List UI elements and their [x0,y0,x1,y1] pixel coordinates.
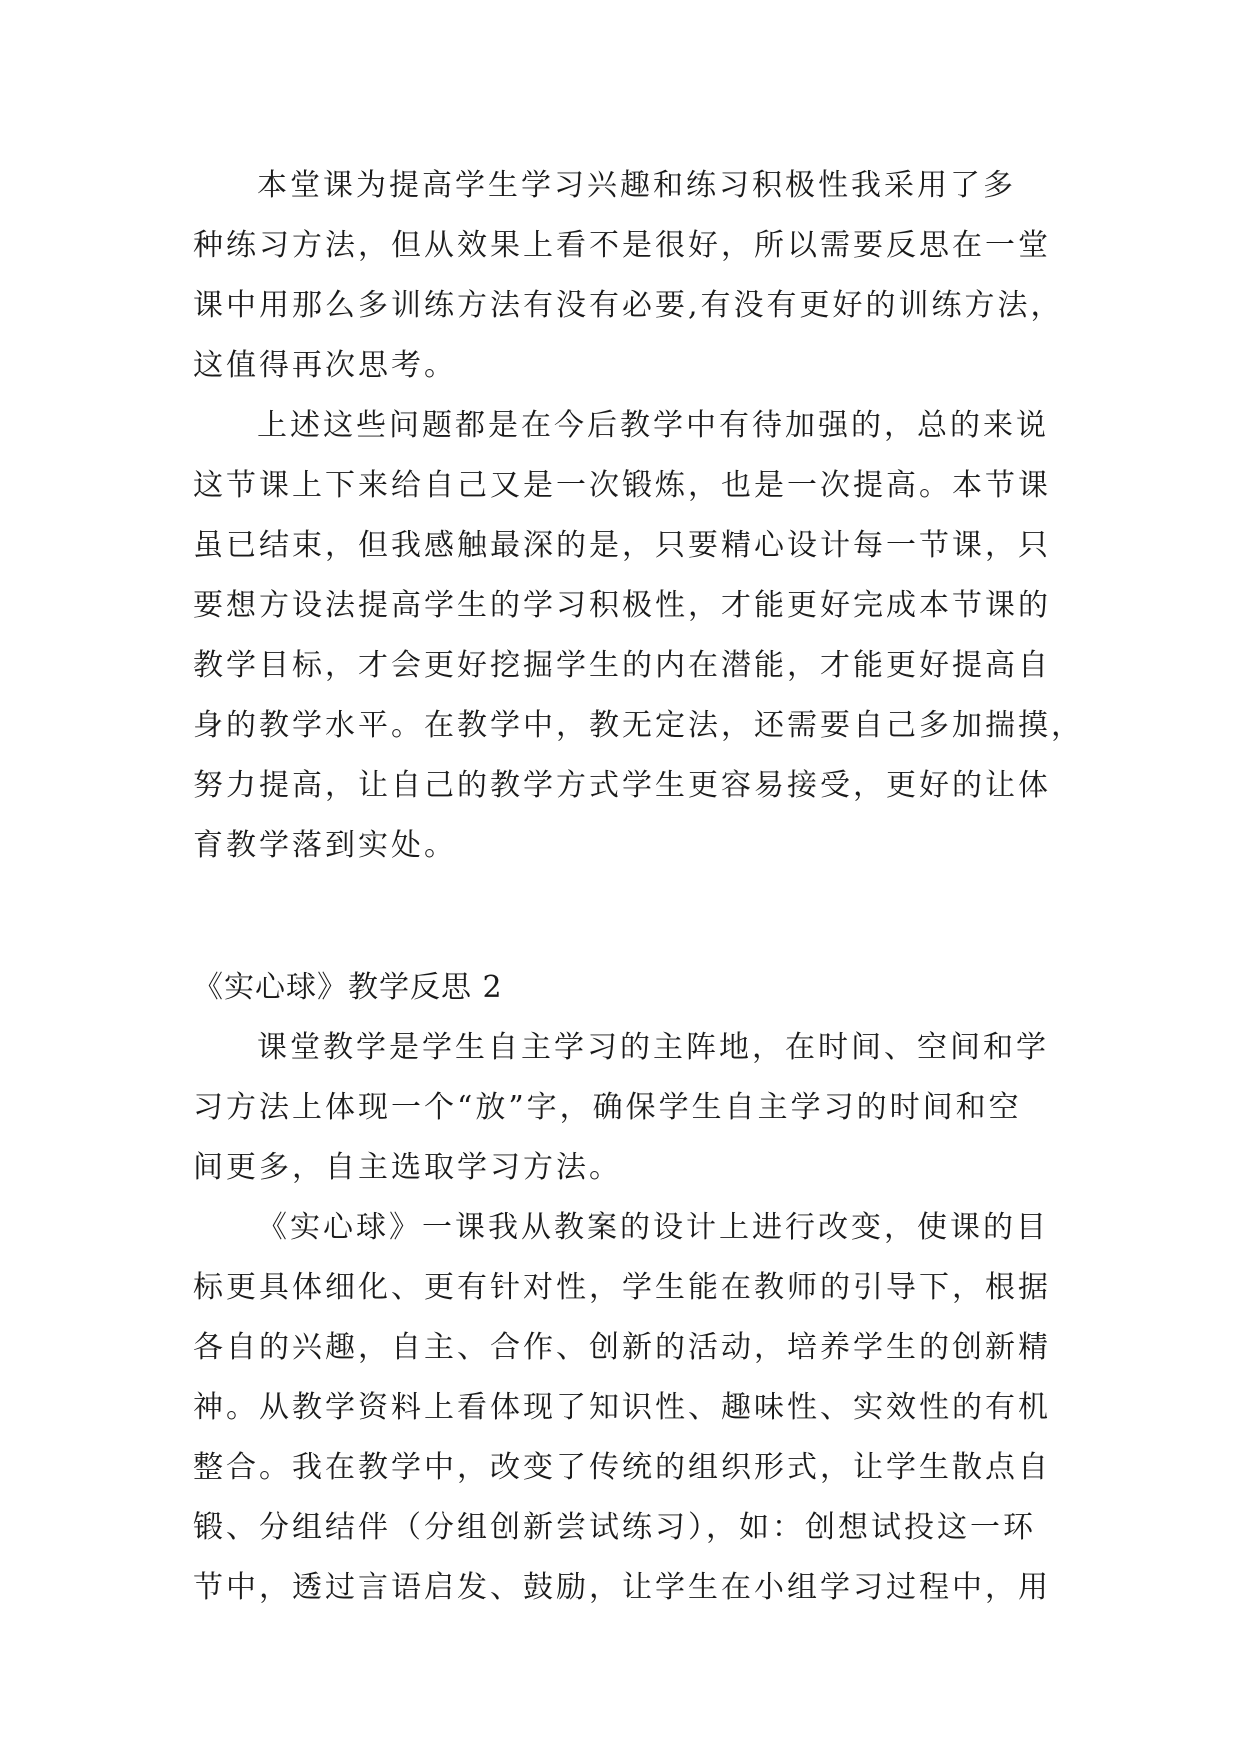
section-heading: 《实心球》教学反思 2 [193,970,503,1005]
paragraph-line: 努力提高，让自己的教学方式学生更容易接受，更好的让体 [193,768,1051,803]
paragraph-line: 虽已结束，但我感触最深的是，只要精心设计每一节课，只 [193,528,1051,563]
paragraph-line: 育教学落到实处。 [193,828,457,863]
paragraph-line: 整合。我在教学中，改变了传统的组织形式，让学生散点自 [193,1450,1051,1485]
paragraph-line: 课堂教学是学生自主学习的主阵地，在时间、空间和学 [257,1030,1049,1065]
paragraph-line: 教学目标，才会更好挖掘学生的内在潜能，才能更好提高自 [193,648,1051,683]
paragraph [193,396,1084,876]
paragraph-line: 间更多，自主选取学习方法。 [193,1150,622,1185]
paragraph [193,156,1064,396]
paragraph-line: 这值得再次思考。 [193,348,457,383]
paragraph-line: 种练习方法，但从效果上看不是很好，所以需要反思在一堂 [193,228,1051,263]
paragraph-line: 《实心球》一课我从教案的设计上进行改变，使课的目 [257,1210,1049,1245]
paragraph-line: 标更具体细化、更有针对性，学生能在教师的引导下，根据 [193,1270,1051,1305]
paragraph-line: 节中，透过言语启发、鼓励，让学生在小组学习过程中，用 [193,1570,1051,1605]
paragraph-line: 这节课上下来给自己又是一次锻炼，也是一次提高。本节课 [193,468,1051,503]
paragraph-line: 各自的兴趣，自主、合作、创新的活动，培养学生的创新精 [193,1330,1051,1365]
paragraph-line: 神。从教学资料上看体现了知识性、趣味性、实效性的有机 [193,1390,1051,1425]
paragraph-line: 上述这些问题都是在今后教学中有待加强的，总的来说 [257,408,1049,443]
paragraph-line: 本堂课为提高学生学习兴趣和练习积极性我采用了多 [257,168,1016,203]
document-body [193,156,1084,1618]
paragraph [193,1198,1053,1618]
paragraph-line: 习方法上体现一个“放”字，确保学生自主学习的时间和空 [193,1090,1022,1125]
paragraph-line: 锻、分组结伴（分组创新尝试练习），如：创想试投这一环 [193,1510,1036,1545]
paragraph-line: 身的教学水平。在教学中，教无定法，还需要自己多加揣摸， [193,708,1084,743]
paragraph-line: 课中用那么多训练方法有没有必要,有没有更好的训练方法， [193,288,1064,323]
paragraph-line: 要想方设法提高学生的学习积极性，才能更好完成本节课的 [193,588,1051,623]
section-spacer [193,876,1053,958]
paragraph [193,1018,1053,1198]
